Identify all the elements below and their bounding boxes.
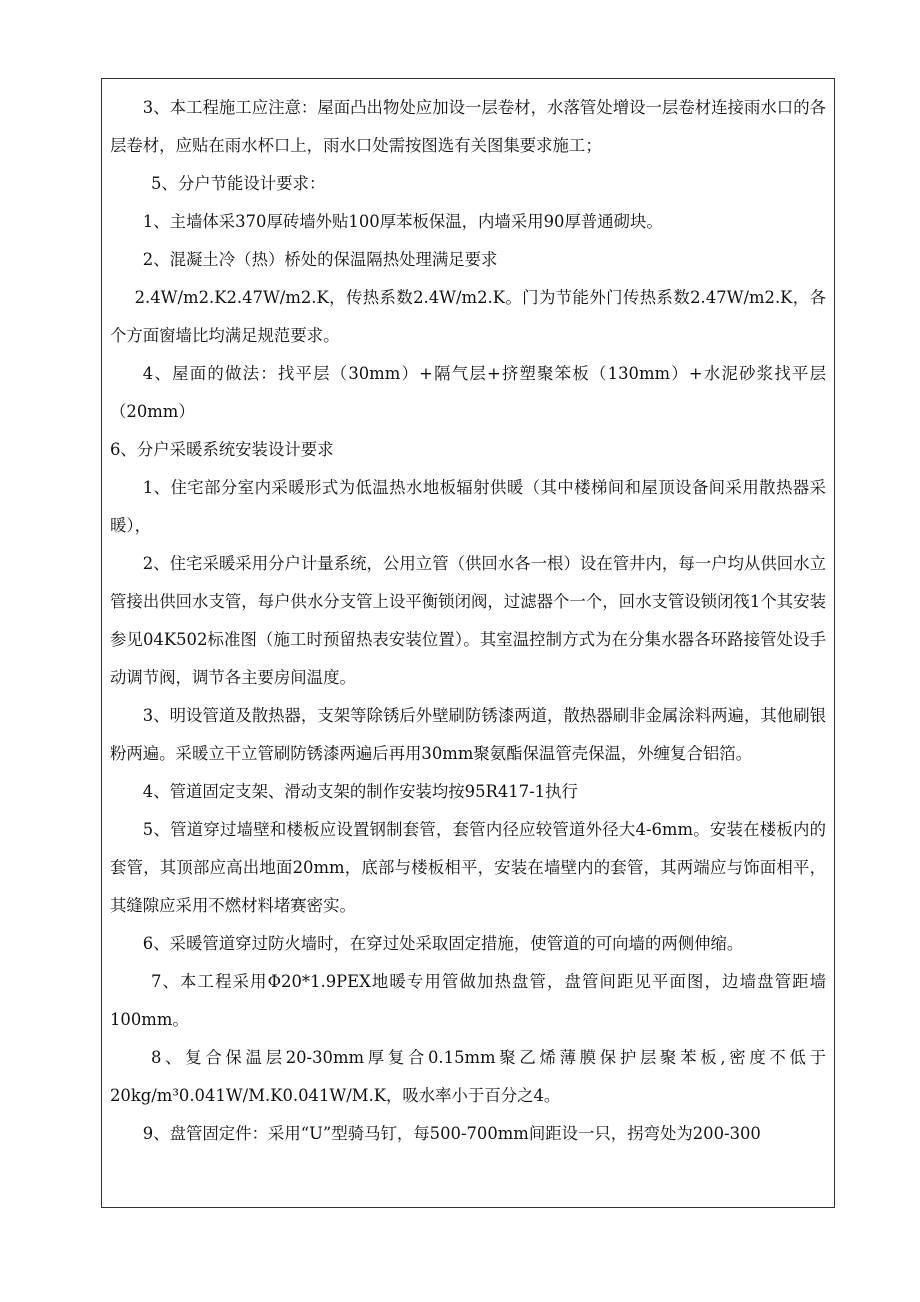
paragraph-roof-construction-notes: 3、本工程施工应注意：屋面凸出物处应加设一层卷材，水落管处增设一层卷材连接雨水口的各层卷材，应贴在雨水杯口上，雨水口处需按图选有关图集要求施工； (110, 98, 826, 155)
paragraph-composite-insulation: 8、复合保温层20-30mm厚复合0.15mm聚乙烯薄膜保护层聚苯板,密度不低于20kg/m³0.041W/M.K0.041W/M.K，吸水率小于百分之4。 (110, 1048, 826, 1105)
paragraph-coil-fixing: 9、盘管固定件：采用“U”型骑马钉，每500-700mm间距设一只，拐弯处为200-300 (142, 1124, 761, 1143)
paragraph-heating-type: 1、住宅部分室内采暖形式为低温热水地板辐射供暖（其中楼梯间和屋顶设备间采用散热器采暖）， (110, 478, 826, 535)
paragraph-heating-heading: 6、分户采暖系统安装设计要求 (110, 440, 334, 459)
paragraph-wall-insulation: 1、主墙体采370厚砖墙外贴100厚苯板保温，内墙采用90厚普通砌块。 (142, 212, 663, 231)
paragraph-heat-transfer: 2.4W/m2.K2.47W/m2.K，传热系数2.4W/m2.K。门为节能外门传热系数2.47W/m2.K，各个方面窗墙比均满足规范要求。 (110, 288, 826, 345)
paragraph-metering-system: 2、住宅采暖采用分户计量系统，公用立管（供回水各一根）设在管井内，每一户均从供回水立管接出供回水支管，每户供水分支管上设平衡锁闭阀，过滤器个一个，回水支管设锁闭筏1个其安装参见04K502标准图（施工时预留热表安装位置）。其室温控制方式为在分集水器各环路接管处设手动调节阀，调节各主要房间温度。 (110, 554, 826, 687)
paragraph-firewall-crossing: 6、采暖管道穿过防火墙时，在穿过处采取固定措施，使管道的可向墙的两侧伸缩。 (142, 934, 744, 953)
paragraph-energy-saving-heading: 5、分户节能设计要求： (151, 174, 326, 193)
paragraph-pipe-sleeves: 5、管道穿过墙壁和楼板应设置钢制套管，套管内径应较管道外径大4-6mm。安装在楼板内的套管，其顶部应高出地面20mm，底部与楼板相平，安装在墙壁内的套管，其两端应与饰面相平，其缝隙应采用不燃材料堵赛密实。 (110, 820, 826, 915)
document-body (110, 89, 826, 1153)
paragraph-thermal-bridge: 2、混凝土冷（热）桥处的保温隔热处理满足要求 (142, 250, 498, 269)
paragraph-pipe-supports: 4、管道固定支架、滑动支架的制作安装均按95R417-1执行 (142, 782, 578, 801)
paragraph-pipe-painting: 3、明设管道及散热器，支架等除锈后外壁刷防锈漆两道，散热器刷非金属涂料两遍，其他刷银粉两遍。采暖立干立管刷防锈漆两遍后再用30mm聚氨酯保温管壳保温，外缠复合铝箔。 (110, 706, 826, 763)
paragraph-roof-method: 4、屋面的做法：找平层（30mm）+隔气层+挤塑聚笨板（130mm）+水泥砂浆找平层（20mm） (110, 364, 826, 421)
paragraph-heating-coil: 7、本工程采用Φ20*1.9PEX地暖专用管做加热盘管，盘管间距见平面图，边墙盘管距墙100mm。 (110, 972, 826, 1029)
document-frame (101, 78, 835, 1208)
